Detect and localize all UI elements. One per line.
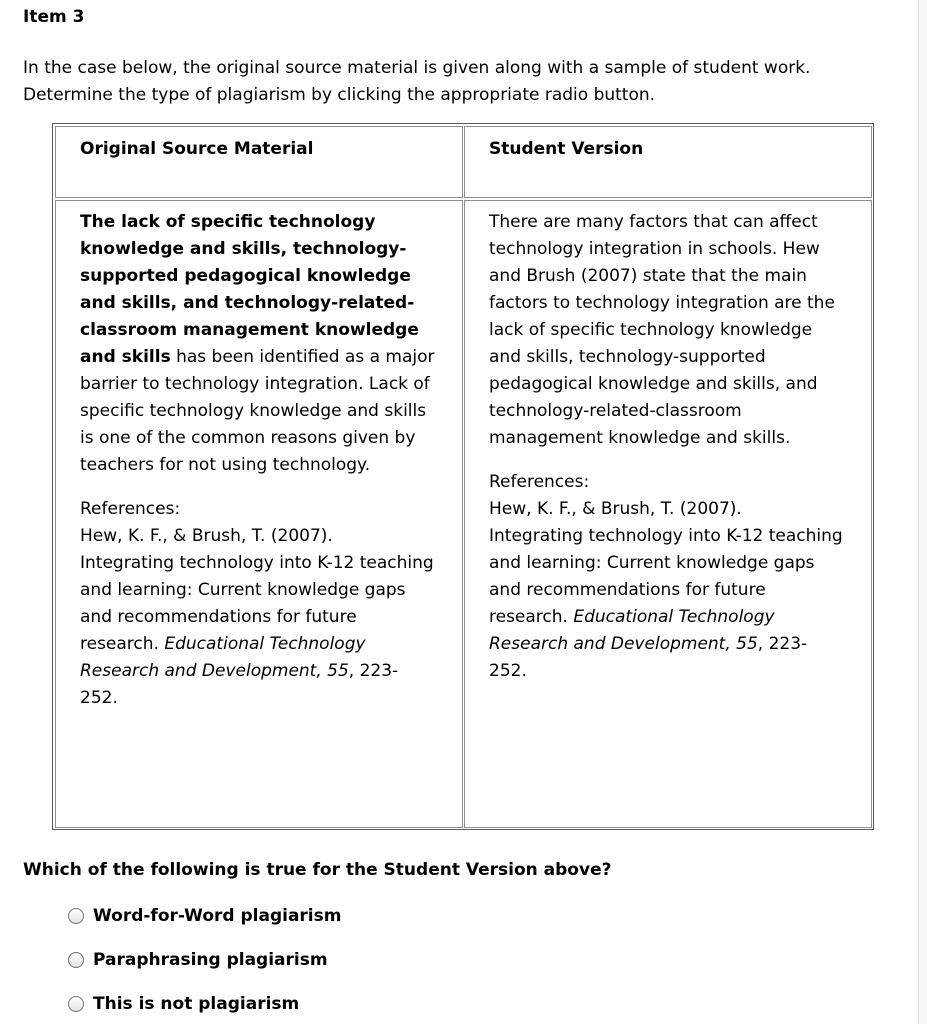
student-passage: There are many factors that can affect technology integration in schools. Hew and Brush (2007) state that the main factors to technology integration are the lack of specific technology knowledge and skills, technology-supported pedagogical knowledge and skills, and technology-related-classroom management knowledge and skills.: [489, 212, 835, 448]
original-header-cell: [55, 126, 463, 198]
original-ref-journal-line2: Research and Development, 55: [80, 661, 349, 681]
original-passage-bold: The lack of specific technology knowledge and skills, technology-supported pedagogical knowledge and skills, and technology-related-classroom management knowledge and skills: [80, 212, 419, 367]
original-references-label: References:: [80, 499, 181, 519]
original-source-header: Original Source Material: [80, 139, 314, 159]
original-passage-rest: has been identified as a major barrier to technology integration. Lack of specific technology knowledge and skills is one of the common reasons given by teachers for not using technology.: [80, 347, 435, 475]
original-references: [80, 496, 436, 712]
original-passage: [80, 209, 436, 479]
question-text: Which of the following is true for the Student Version above?: [23, 860, 612, 880]
option-word-for-word[interactable]: [68, 904, 341, 928]
option-not-plagiarism[interactable]: [68, 992, 299, 1016]
option-paraphrasing[interactable]: [68, 948, 328, 972]
original-source-cell: [55, 200, 463, 828]
student-references: [489, 469, 845, 685]
original-ref-journal-line1: Educational Technology: [164, 634, 366, 654]
radio-word-for-word[interactable]: [68, 908, 84, 924]
original-ref-authors: Hew, K. F., & Brush, T. (2007).: [80, 526, 333, 546]
student-ref-pages: , 223-252.: [489, 634, 808, 681]
student-header-cell: [464, 126, 872, 198]
student-version-text: [489, 209, 845, 685]
student-ref-title: Integrating technology into K-12 teaching and learning: Current knowledge gaps and recommendations for future research.: [489, 526, 843, 627]
radio-paraphrasing[interactable]: [68, 952, 84, 968]
radio-not-plagiarism[interactable]: [68, 996, 84, 1012]
student-version-header: Student Version: [489, 139, 644, 159]
original-source-text: [80, 209, 436, 712]
student-references-label: References:: [489, 472, 590, 492]
original-ref-title: Integrating technology into K-12 teaching and learning: Current knowledge gaps and recommendations for future research.: [80, 553, 434, 654]
student-ref-authors: Hew, K. F., & Brush, T. (2007).: [489, 499, 742, 519]
option-word-for-word-label[interactable]: Word-for-Word plagiarism: [93, 906, 342, 926]
option-not-plagiarism-label[interactable]: This is not plagiarism: [93, 994, 300, 1014]
original-ref-pages: , 223-252.: [80, 661, 399, 708]
student-version-cell: [464, 200, 872, 828]
item-title: Item 3: [23, 7, 85, 27]
instructions-text: In the case below, the original source material is given along with a sample of student work. Determine the type of plagiarism by clicking the appropriate radio button.: [23, 58, 811, 105]
student-ref-journal: Educational Technology Research and Development, 55: [489, 607, 775, 654]
case-table: [52, 123, 874, 830]
option-paraphrasing-label[interactable]: Paraphrasing plagiarism: [93, 950, 328, 970]
